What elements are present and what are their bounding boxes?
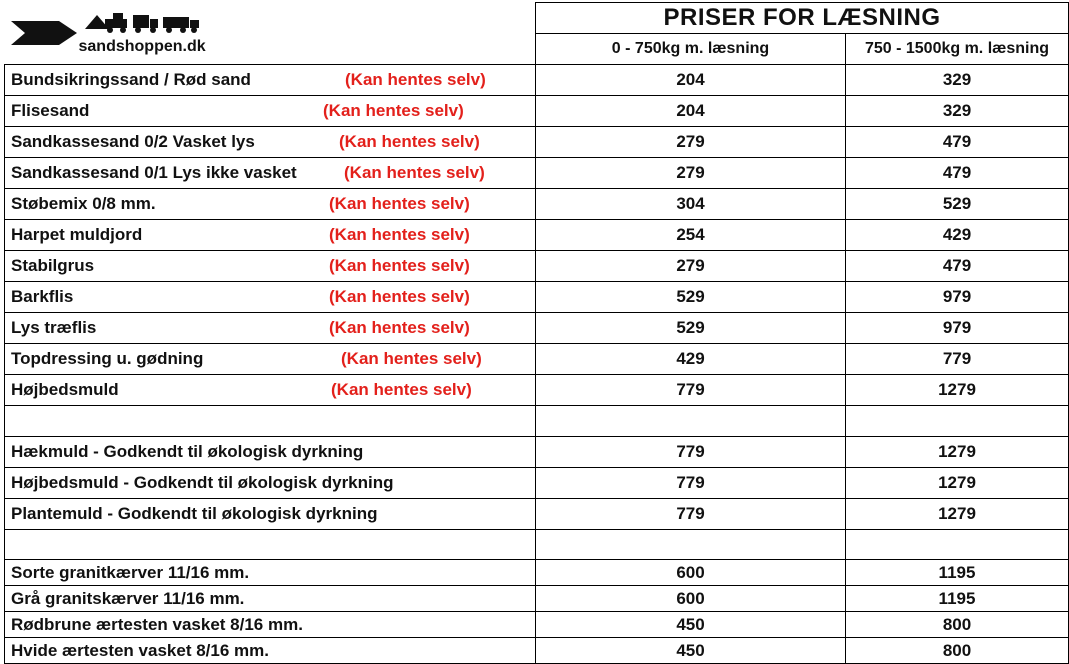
product-name: Rødbrune ærtesten vasket 8/16 mm. [11,614,303,634]
logo-cell [5,3,536,65]
price-0-750kg: 779 [536,375,846,406]
price-750-1500kg: 329 [846,96,1069,127]
product-name: Hvide ærtesten vasket 8/16 mm. [11,640,269,660]
price-0-750kg: 450 [536,638,846,664]
table-row [5,437,1069,468]
product-cell [5,189,536,220]
product-cell [5,158,536,189]
product-cell [5,251,536,282]
price-table [4,2,1069,664]
blank-row [5,530,1069,560]
pickup-note: (Kan hentes selv) [344,163,485,182]
table-row [5,251,1069,282]
price-750-1500kg: 479 [846,251,1069,282]
product-name: Flisesand [11,101,90,120]
trucks-logo-icon [83,5,203,33]
blank-cell [846,406,1069,437]
arrow-logo-icon [11,21,77,45]
table-row [5,282,1069,313]
pickup-note: (Kan hentes selv) [331,380,472,399]
price-0-750kg: 279 [536,127,846,158]
table-row [5,344,1069,375]
price-750-1500kg: 779 [846,344,1069,375]
table-row [5,220,1069,251]
table-row [5,638,1069,664]
price-750-1500kg: 429 [846,220,1069,251]
price-0-750kg: 600 [536,586,846,612]
table-row [5,313,1069,344]
product-cell [5,468,536,499]
product-cell [5,344,536,375]
table-row [5,96,1069,127]
product-name: Sandkassesand 0/1 Lys ikke vasket [11,163,297,182]
price-750-1500kg: 1279 [846,499,1069,530]
product-name: Harpet muldjord [11,225,143,244]
product-name: Hækmuld - Godkendt til økologisk dyrkning [11,442,364,461]
product-cell [5,65,536,96]
pickup-note: (Kan hentes selv) [339,132,480,151]
price-750-1500kg: 479 [846,158,1069,189]
price-0-750kg: 529 [536,313,846,344]
price-750-1500kg: 1195 [846,560,1069,586]
table-row [5,586,1069,612]
product-name: Plantemuld - Godkendt til økologisk dyrkning [11,504,378,523]
price-0-750kg: 279 [536,158,846,189]
price-0-750kg: 450 [536,612,846,638]
product-cell [5,127,536,158]
price-750-1500kg: 979 [846,313,1069,344]
blank-row [5,406,1069,437]
brand-name: sandshoppen.dk [78,37,206,55]
product-name: Stabilgrus [11,256,95,275]
pickup-note: (Kan hentes selv) [329,318,470,337]
table-row [5,560,1069,586]
table-row [5,375,1069,406]
blank-cell [536,530,846,560]
price-0-750kg: 204 [536,65,846,96]
product-cell [5,282,536,313]
blank-cell [536,406,846,437]
product-name: Højbedsmuld - Godkendt til økologisk dyrkning [11,473,394,492]
price-750-1500kg: 479 [846,127,1069,158]
product-name: Støbemix 0/8 mm. [11,194,156,213]
table-row [5,468,1069,499]
pickup-note: (Kan hentes selv) [323,101,464,120]
column-header-750-1500kg: 750 - 1500kg m. læsning [846,34,1069,65]
table-row [5,189,1069,220]
table-row [5,65,1069,96]
table-row [5,127,1069,158]
sheet-title: PRISER FOR LÆSNING [536,3,1069,34]
price-750-1500kg: 1195 [846,586,1069,612]
price-0-750kg: 529 [536,282,846,313]
price-0-750kg: 279 [536,251,846,282]
price-0-750kg: 779 [536,468,846,499]
table-row [5,499,1069,530]
sandshoppen-logo [11,5,221,61]
product-name: Sorte granitkærver 11/16 mm. [11,562,250,582]
price-0-750kg: 204 [536,96,846,127]
price-750-1500kg: 529 [846,189,1069,220]
price-0-750kg: 779 [536,437,846,468]
product-cell [5,499,536,530]
price-750-1500kg: 329 [846,65,1069,96]
price-0-750kg: 429 [536,344,846,375]
blank-cell [846,530,1069,560]
pickup-note: (Kan hentes selv) [341,349,482,368]
pickup-note: (Kan hentes selv) [345,70,486,89]
product-name: Grå granitskærver 11/16 mm. [11,588,245,608]
table-row [5,158,1069,189]
product-name: Lys træflis [11,318,97,337]
product-name: Højbedsmuld [11,380,119,399]
price-0-750kg: 304 [536,189,846,220]
price-0-750kg: 254 [536,220,846,251]
product-cell [5,96,536,127]
table-row [5,612,1069,638]
price-750-1500kg: 1279 [846,437,1069,468]
product-cell [5,313,536,344]
product-cell [5,220,536,251]
price-750-1500kg: 800 [846,612,1069,638]
product-cell [5,638,536,664]
column-header-0-750kg: 0 - 750kg m. læsning [536,34,846,65]
product-name: Barkflis [11,287,74,306]
pickup-note: (Kan hentes selv) [329,225,470,244]
price-750-1500kg: 1279 [846,468,1069,499]
product-cell [5,437,536,468]
product-cell [5,612,536,638]
product-name: Sandkassesand 0/2 Vasket lys [11,132,255,151]
product-name: Bundsikringssand / Rød sand [11,70,251,89]
pickup-note: (Kan hentes selv) [329,287,470,306]
price-750-1500kg: 1279 [846,375,1069,406]
price-0-750kg: 600 [536,560,846,586]
pickup-note: (Kan hentes selv) [329,194,470,213]
price-0-750kg: 779 [536,499,846,530]
product-name: Topdressing u. gødning [11,349,204,368]
blank-cell [5,530,536,560]
blank-cell [5,406,536,437]
price-750-1500kg: 800 [846,638,1069,664]
product-cell [5,586,536,612]
product-cell [5,560,536,586]
product-cell [5,375,536,406]
pickup-note: (Kan hentes selv) [329,256,470,275]
price-750-1500kg: 979 [846,282,1069,313]
